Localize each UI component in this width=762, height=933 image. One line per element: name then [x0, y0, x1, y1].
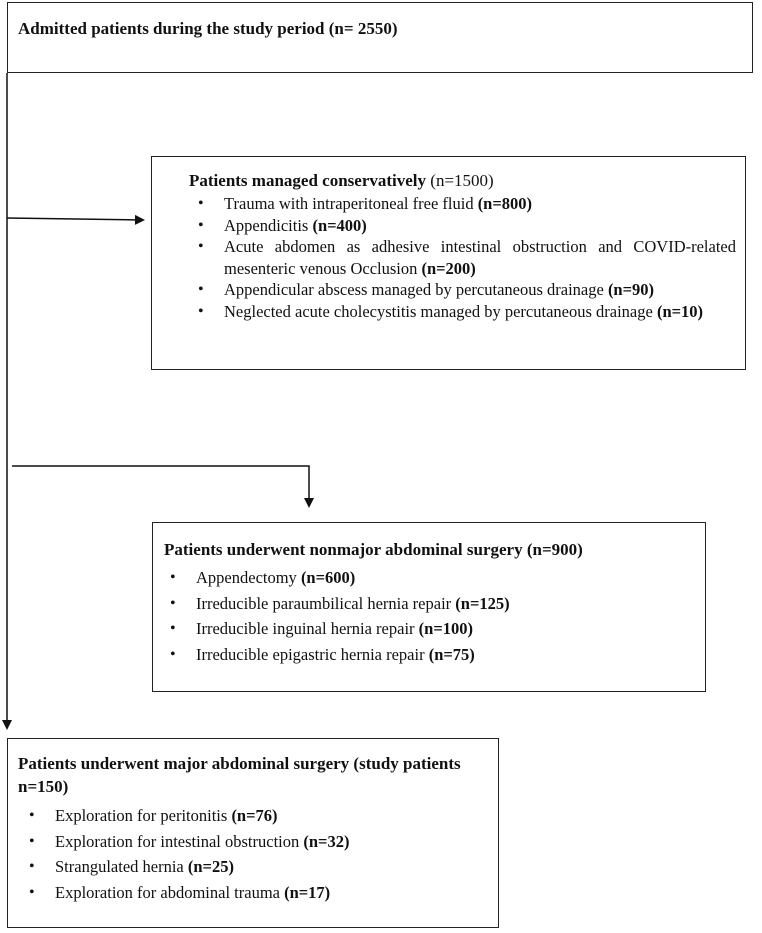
- list-item: • Strangulated hernia (n=25): [55, 854, 485, 880]
- list-item: • Irreducible epigastric hernia repair (n=75): [196, 642, 696, 668]
- admitted-patients-box: [7, 2, 753, 73]
- conservative-box: [151, 156, 746, 370]
- list-item: • Acute abdomen as adhesive intestinal obstruction and COVID-related mesenteric venous Occlusion (n=200): [224, 236, 736, 279]
- list-item: • Irreducible paraumbilical hernia repair (n=125): [196, 591, 696, 617]
- list-item: • Appendicular abscess managed by percutaneous drainage (n=90): [224, 279, 736, 301]
- major-surgery-box: [7, 738, 499, 928]
- nonmajor-list: [196, 565, 696, 667]
- list-item: • Neglected acute cholecystitis managed by percutaneous drainage (n=10): [224, 301, 736, 323]
- list-item: • Appendectomy (n=600): [196, 565, 696, 591]
- list-item: • Irreducible inguinal hernia repair (n=100): [196, 616, 696, 642]
- conservative-title: Patients managed conservatively (n=1500): [189, 171, 494, 190]
- major-title: Patients underwent major abdominal surgery (study patients n=150): [18, 754, 461, 796]
- nonmajor-title: Patients underwent nonmajor abdominal surgery (n=900): [164, 540, 583, 559]
- major-list: [55, 803, 485, 905]
- conservative-list: [224, 193, 736, 322]
- list-item: • Exploration for abdominal trauma (n=17): [55, 880, 485, 906]
- list-item: • Exploration for intestinal obstruction (n=32): [55, 829, 485, 855]
- list-item: • Trauma with intraperitoneal free fluid (n=800): [224, 193, 736, 215]
- admitted-title: Admitted patients during the study period (n= 2550): [18, 19, 398, 38]
- arrow-to-conservative: [7, 218, 143, 220]
- list-item: • Exploration for peritonitis (n=76): [55, 803, 485, 829]
- nonmajor-surgery-box: [152, 522, 706, 692]
- arrow-to-nonmajor: [12, 466, 309, 506]
- list-item: • Appendicitis (n=400): [224, 215, 736, 237]
